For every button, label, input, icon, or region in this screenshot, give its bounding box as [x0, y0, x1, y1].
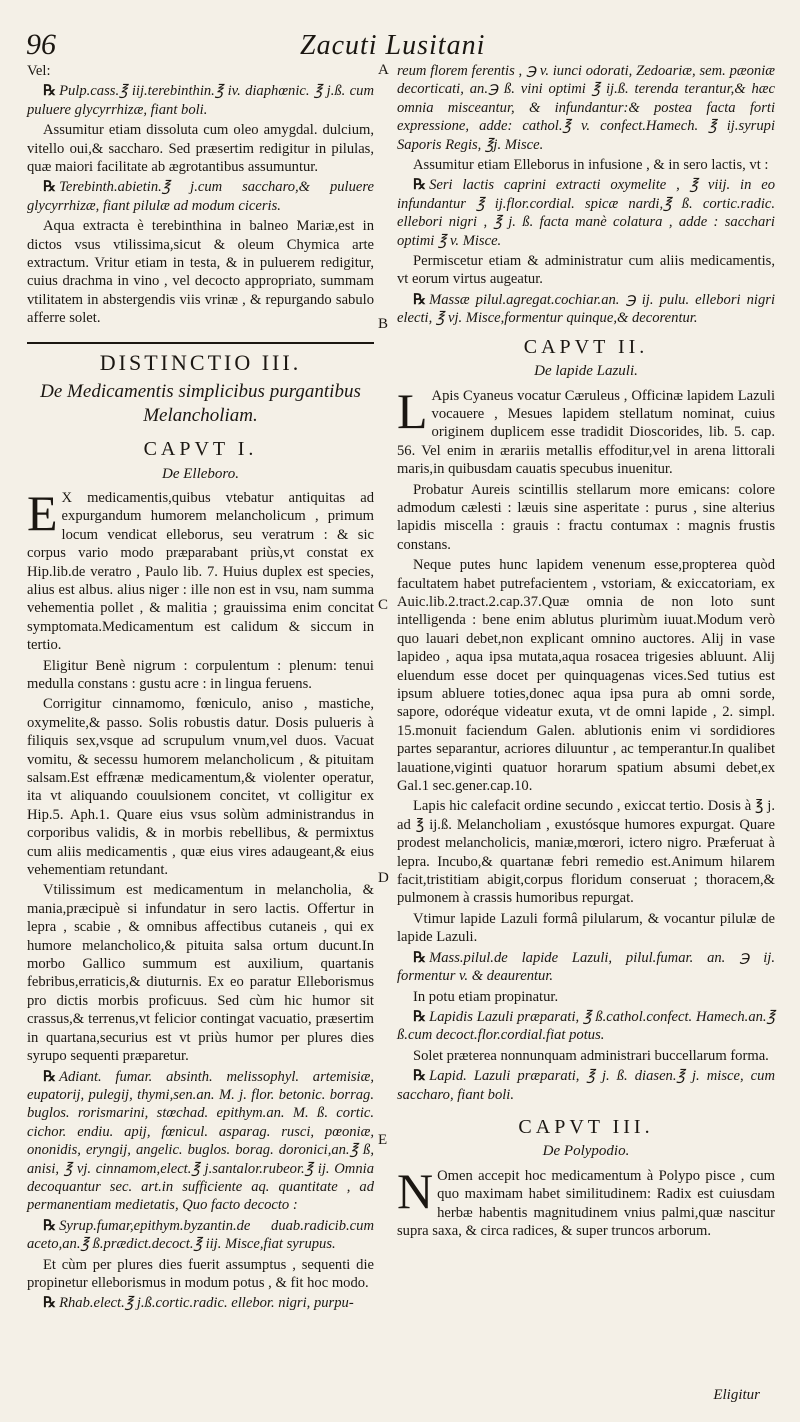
opening-paragraph [27, 484, 374, 655]
recipe [27, 1217, 374, 1254]
recipe-icon: ℞ [413, 949, 427, 966]
recipe-icon: ℞ [43, 1295, 57, 1312]
recipe-text: Rhab.elect.℥ j.ß.cortic.radic. ellebor. nigri, purpu- [59, 1295, 354, 1312]
recipe-text: Seri lactis caprini extracti oxymelite , ℥ viij. in eo infundantur ℥ ij.flor.cordial. spicæ nardi,℥ ß. cortic.radic. ellebori nigri , ℥ j. ß. facta manè colatura , adde : sacchari optimi ℥ v. Misce. [397, 177, 775, 249]
paragraph: Assumitur etiam dissoluta cum oleo amygdal. dulcium, vitello oui,& saccharo. Sed præsertim redigitur in pilulas, quæ maiori facilitate ab ægrotantibus assumuntur. [27, 122, 374, 176]
catchword: Eligitur [713, 1387, 760, 1403]
paragraph: Corrigitur cinnamomo, fœniculo, aniso , mastiche, oxymelite,& passo. Solis robustis datur. Dosis pulueris à filiquis sex,vsque ad scrupulum vnum,vel duos. Vacuat vomitu, & secessu humorem melancholicum , & pituitam salsam.Est effrænæ medicamentum,& violenter operatur, ita vt aliquando couulsionem concitet, vt colligitur ex Hip.5. Aph.1. Quare eius vsus solùm administrandus in corporibus validis, & in morbis rebellibus, & permixtus cum aliis medicamentis , quæ eius vires adaugeant,& eius vehementiam retundant. [27, 696, 374, 879]
recipe [397, 1067, 775, 1104]
chapter-heading: CAPVT I. [143, 438, 258, 461]
paragraph: Permiscetur etiam & administratur cum aliis medicamentis, vt eorum virtus augeatur. [397, 253, 775, 288]
recipe [397, 1008, 775, 1045]
section-title: De Medicamentis simplicibus purgantibus Melancholiam. [40, 381, 361, 427]
recipe-text: Syrup.fumar,epithym.byzantin.de duab.radicib.cum aceto,an.℥ ß.prædict.decoct.℥ iij. Misce,fiat syrupus. [27, 1217, 374, 1253]
section-rule [27, 342, 374, 344]
chapter-subtitle: De Elleboro. [162, 465, 239, 482]
recipe-icon: ℞ [43, 83, 57, 100]
recipe-text: Massæ pilul.agregat.cochiar.an. ℈ ij. pulu. ellebori nigri electi, ℥ vj. Misce,formentur quinque,& decorentur. [397, 291, 775, 327]
paragraph: Aqua extracta è terebinthina in balneo Mariæ,est in dictos vsus vtilissima,sicut & oleum Chymica arte extractum. Vritur etiam in testa, & in puluerem redigitur, cuius drachma in vino , vel decocto appropriato, summam vtilitatem in abstergendis viis vrinæ , & repurgando sabulo afferre solet. [27, 218, 374, 327]
paragraph: Probatur Aureis scintillis stellarum more emicans: colore admodum cælesti : læuis sine asperitate : purus , sine alterius lapidis miscella : grauis : fractu contumax : magnis frustis constans. [397, 481, 775, 553]
margin-letter-c: C [378, 597, 389, 613]
paragraph: Neque putes hunc lapidem venenum esse,propterea quòd facultatem habet putrefacientem , vstoriam, & exiccatoriam, ex Auic.lib.2.tract.2.cap.37.Quæ omnia de non loto sunt intelligenda : bene enim ablutus plurimùm iuuat.Modum verò quo lauari debet,non explicant omnino auctores. Alij in vase lapideo , aqua ipsa mutata,aqua rosacea trigesies abluunt. Alij eluendum esse docet per quinquagenas vices.Sed tutius est ipsum abluere toties,donec aqua ipsa pura ab omni sorde, sapore, odoréque videatur exuta, vt de omni lapide , 2. simpl. 15.monuit faciendum Galen. ablutionis enim vi sordidiores partes separantur, acriores diluuntur , ac temperantur.In qualibet lauatione,viginti quatuor horarum spatium absumi debet,ex Gal.1 sec.gener.cap.10. [397, 557, 775, 795]
recipe-text: Lapid. Lazuli præparati, ℥ j. ß. diasen.℥ j. misce, cum saccharo, fiant boli. [397, 1068, 775, 1103]
paragraph: Omen accepit hoc medicamentum à Polypo pisce , cum quo maximam habet similitudinem: Radix est cuiusdam herbæ habentis magnitudinem vnius palmi,quæ nascitur supra saxa, & circa radices, & super truncos arborum. [397, 1167, 775, 1239]
running-head: Zacuti Lusitani [300, 30, 486, 61]
right-column [397, 62, 775, 1242]
recipe-text: Adiant. fumar. absinth. melissophyl. artemisiæ, eupatorij, pulegij, thymi,sen.an. M. j. flor. betonic. borrag. buglos. rorismarini, stœchad. epithym.an. M. ß. cortic. cichor. endiu. apij, fœnicul. asparag. rusci, pœoniæ, ononidis, eryngij, angelic. buglos. borag. doronici,an.℥ ß, anisi, ℥ vj. cinnamom,elect.℥ j.santalor.rubeor.℥ ij. Omnia decoquantur sec. art.in sufficiente aq. quantitate , ad permanentiam medietatis, Quo facto decocto : [27, 1068, 374, 1214]
margin-letter-d: D [378, 870, 389, 886]
drop-cap: E [27, 484, 58, 541]
recipe [27, 178, 374, 215]
paragraph: Vtilissimum est medicamentum in melancholia, & mania,præcipuè si infundatur in sero lactis. Offertur in lepra , scabie , & omnibus affectibus cutaneis , qui ex humore melancholico,& pituita salsa ortum ducunt.In morbo Gallico summum est auxilium, quartanis febribus,erraticis,& diuturnis. Ex eo paratur Elleborismus pro dictis morbis proficuus. Sed cùm hic humor sit crassus,& terrenus,vt felicior contingat vacuatio, præsertim in quartana,securius est vt priùs humor per plures dies syrupo sequenti præparetur. [27, 882, 374, 1065]
chapter-subtitle: De lapide Lazuli. [534, 363, 638, 380]
margin-letter-b: B [378, 316, 389, 332]
recipe-icon: ℞ [43, 179, 57, 196]
recipe [27, 82, 374, 119]
paragraph: Et cùm per plures dies fuerit assumptus , sequenti die propinetur elleborismus in modum potus , & fit hoc modo. [27, 1256, 374, 1291]
recipe-icon: ℞ [43, 1068, 57, 1085]
recipe [27, 1068, 374, 1215]
paragraph: Eligitur Benè nigrum : corpulentum : plenum: tenui medulla constans : gustu acre : in lingua feruens. [27, 657, 374, 692]
paragraph: Solet præterea nonnunquam administrari buccellarum forma. [413, 1047, 769, 1064]
recipe-continued: reum florem ferentis , ℈ v. iunci odorati, Zedoariæ, sem. pæoniæ decorticati, an.℈ ß. vini optimi ℥ ij.ß. terenda terantur,& hæc omnia misceantur, & infundantur:& postea facta forti expressione, adde: cathol.℥ v. confect.Hamech. ℥ ij.syrupi Saporis Regis, ℥j. Misce. [397, 63, 775, 153]
chapter-heading: CAPVT III. [518, 1115, 654, 1138]
distinctio-heading: DISTINCTIO III. [99, 349, 302, 375]
left-column [27, 62, 374, 1315]
paragraph: Vtimur lapide Lazuli formâ pilularum, & vocantur pilulæ de lapide Lazuli. [397, 910, 775, 946]
paragraph: Lapis hic calefacit ordine secundo , exiccat tertio. Dosis à ℥ j. ad ℥ ij.ß. Melancholiam , exustósque humores expurgat. Quare prodest melancholicis, maniæ,mœrori, ictero nigro. Præferuat à lepra. Incubo,& quartanæ febri remedio est.Animum hilarem facit,tristitiam abigit,corpus floridum conseruat ; thoracem,& pulmonem à crassis humoribus repurgat. [397, 798, 775, 907]
recipe-icon: ℞ [413, 1008, 427, 1025]
chapter-heading: CAPVT II. [523, 335, 649, 358]
margin-letter-a: A [378, 62, 389, 78]
paragraph: In potu etiam propinatur. [413, 988, 559, 1005]
paragraph: X medicamentis,quibus vtebatur antiquitas ad expurgandum humorem melancholicum , primum locum vendicat elleborus, seu veratrum : & sic corpus vario modo præparabant priùs,vt constat ex Hip.lib.de veratro , Paulo lib. 7. Huius duplex est species, alius est albus. alius niger : ille non est in vsu, nam summa vehementia pollet , & malitia ; grauissima enim concitat symptomata.Medicamentum est calidum & siccum in tertio. [27, 489, 374, 654]
margin-letter-e: E [378, 1132, 388, 1148]
opening-paragraph [397, 1162, 775, 1241]
recipe-icon: ℞ [413, 291, 427, 308]
paragraph: Apis Cyaneus vocatur Cæruleus , Officinæ lapidem Lazuli vocauere , Mesues lapidem stellatum nominat, cuius originem duplicem esse tradidit Dioscorides, lib. 5. cap. 56. Vel enim in ærariis metallis effoditur,vel in arena littorali maris,in quibusdam cauatis specubus inuenitur. [397, 387, 775, 478]
recipe [397, 949, 775, 986]
recipe-icon: ℞ [413, 1068, 427, 1085]
recipe-text: Mass.pilul.de lapide Lazuli, pilul.fumar. an. ℈ ij. formentur v. & deaurentur. [397, 949, 775, 985]
recipe-text: Lapidis Lazuli præparati, ℥ ß.cathol.confect. Hamech.an.℥ ß.cum decoct.flor.cordial.fiat potus. [397, 1008, 775, 1044]
vel-label: Vel: [27, 63, 51, 79]
drop-cap: N [397, 1162, 434, 1219]
recipe [397, 291, 775, 328]
page-number: 96 [26, 28, 56, 61]
paragraph: Assumitur etiam Elleborus in infusione , & in sero lactis, vt : [413, 157, 769, 174]
recipe-text: Terebinth.abietin.℥ j.cum saccharo,& puluere glycyrrhizæ, fiant pilulæ ad modum ciceris. [27, 179, 374, 214]
drop-cap: L [397, 382, 428, 439]
recipe [27, 1294, 374, 1312]
chapter-subtitle: De Polypodio. [542, 1143, 630, 1160]
recipe-text: Pulp.cass.℥ iij.terebinthin.℥ iv. diaphœnic. ℥ j.ß. cum puluere glycyrrhizæ, fiant boli. [27, 83, 374, 118]
recipe-icon: ℞ [413, 177, 427, 194]
recipe-icon: ℞ [43, 1217, 57, 1234]
recipe [397, 176, 775, 250]
opening-paragraph [397, 382, 775, 479]
